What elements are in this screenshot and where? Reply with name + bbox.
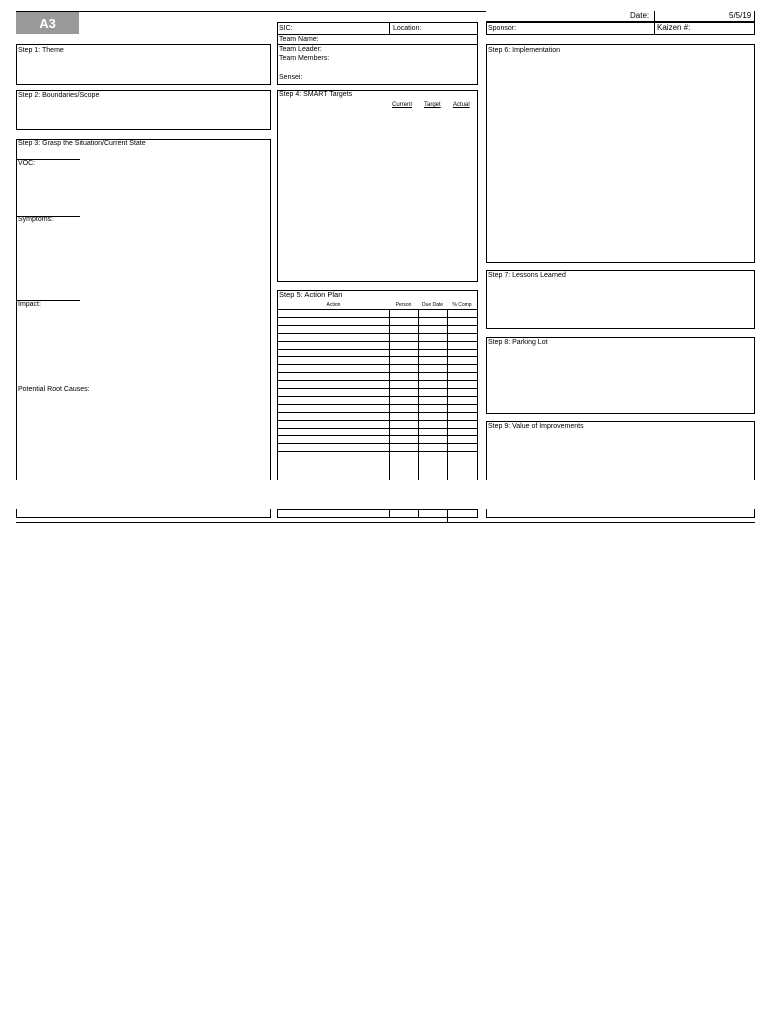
bottom-col-div-1 bbox=[389, 509, 390, 518]
step2-label: Step 2: Boundaries/Scope bbox=[18, 92, 100, 99]
impact-label: Impact: bbox=[18, 301, 41, 308]
kaizen-label: Kaizen #: bbox=[657, 23, 691, 32]
person-col-header: Person bbox=[395, 302, 412, 308]
due-date-col-header: Due Date bbox=[421, 302, 444, 308]
step4-smart-targets-box[interactable] bbox=[277, 90, 478, 282]
action-col-header: Action bbox=[326, 302, 341, 308]
step3-current-state-box[interactable] bbox=[16, 139, 271, 480]
smart-col-current: Current bbox=[392, 102, 413, 108]
team-members-label: Team Members: bbox=[279, 55, 330, 62]
date-value[interactable]: 5/5/19 bbox=[729, 11, 752, 20]
root-causes-label: Potential Root Causes: bbox=[18, 386, 90, 393]
bottom-strip-right bbox=[486, 509, 755, 518]
step8-parking-lot-box[interactable] bbox=[486, 337, 755, 414]
team-leader-label: Team Leader: bbox=[279, 46, 322, 53]
date-divider bbox=[654, 11, 655, 22]
bottom-col-div-3 bbox=[447, 509, 448, 523]
sensei-label: Sensei: bbox=[279, 74, 303, 81]
team-name-divider bbox=[278, 44, 477, 45]
step8-label: Step 8: Parking Lot bbox=[488, 339, 548, 346]
symptoms-label: Symptoms: bbox=[18, 216, 54, 223]
location-label: Location: bbox=[393, 25, 422, 32]
smart-col-target: Target bbox=[424, 102, 441, 108]
step6-label: Step 6: Implementation bbox=[488, 47, 560, 54]
action-plan-col-line bbox=[447, 309, 448, 480]
step6-implementation-box[interactable] bbox=[486, 44, 755, 263]
sponsor-label: Sponsor: bbox=[488, 25, 517, 32]
step4-label: Step 4: SMART Targets bbox=[279, 91, 353, 98]
sponsor-cell[interactable] bbox=[486, 22, 655, 35]
step3-label: Step 3: Grasp the Situation/Current State bbox=[18, 140, 146, 147]
smart-col-actual: Actual bbox=[453, 102, 470, 108]
step7-label: Step 7: Lessons Learned bbox=[488, 272, 566, 279]
step1-theme-box[interactable] bbox=[16, 44, 271, 85]
bottom-col-div-2 bbox=[418, 509, 419, 518]
step7-lessons-box[interactable] bbox=[486, 270, 755, 329]
kaizen-cell[interactable] bbox=[654, 22, 755, 35]
step9-label: Step 9: Value of Improvements bbox=[488, 423, 584, 430]
team-name-label: Team Name: bbox=[279, 36, 319, 43]
team-info-box[interactable] bbox=[277, 34, 478, 85]
sic-label: SIC: bbox=[279, 25, 293, 32]
action-plan-col-line bbox=[389, 309, 390, 480]
step5-label: Step 5: Action Plan bbox=[279, 290, 343, 299]
pct-comp-col-header: % Comp bbox=[452, 302, 472, 308]
bottom-strip-left bbox=[16, 509, 271, 518]
voc-label: VOC: bbox=[18, 160, 36, 167]
step1-label: Step 1: Theme bbox=[18, 47, 64, 54]
date-label: Date: bbox=[630, 11, 650, 20]
step2-scope-box[interactable] bbox=[16, 90, 271, 130]
step9-value-box[interactable] bbox=[486, 421, 755, 480]
sheet-bottom-rule bbox=[16, 522, 755, 523]
date-cell[interactable] bbox=[486, 11, 755, 22]
a3-title-tab: A3 bbox=[16, 12, 79, 34]
action-plan-col-line bbox=[418, 309, 419, 480]
